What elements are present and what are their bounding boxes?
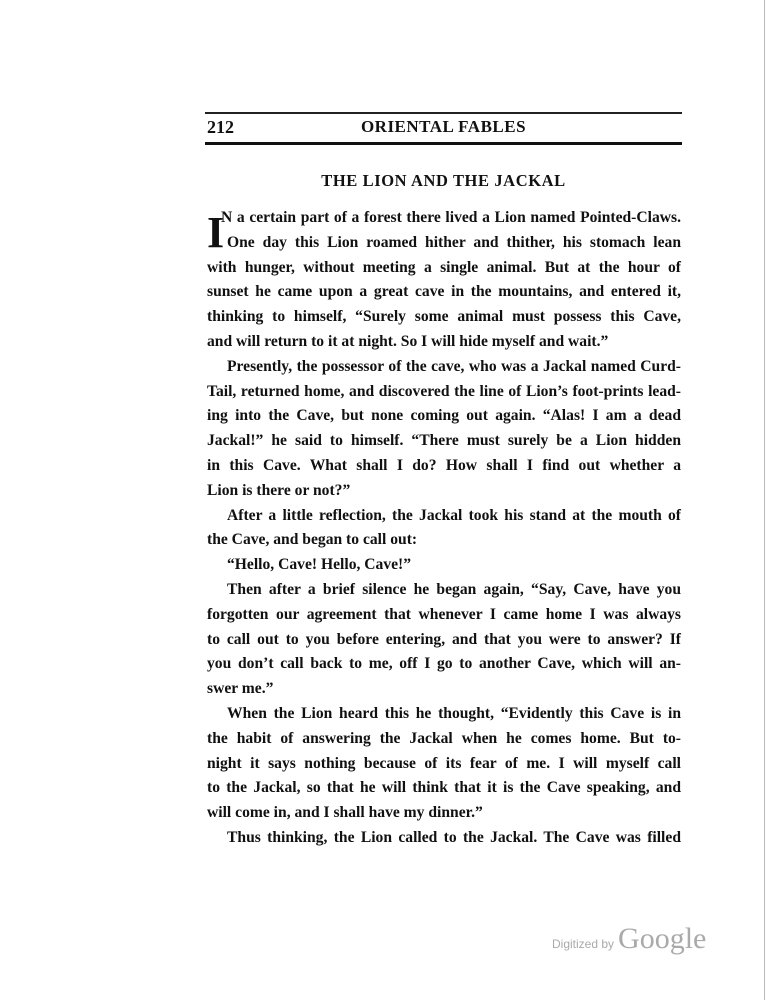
chapter-title: THE LION AND THE JACKAL — [321, 171, 566, 190]
text-line: Jackal!” he said to himself. “There must surely be a Lion hidden — [207, 432, 681, 450]
drop-cap: I — [207, 208, 225, 257]
text-line: night it says nothing because of its fear of me. I will myself call — [207, 754, 681, 772]
text-line: to the Jackal, so that he will think that it is the Cave speaking, and — [207, 779, 681, 797]
text-line: thinking to himself, “Surely some animal must possess this Cave, — [207, 308, 681, 326]
running-title: ORIENTAL FABLES — [360, 117, 527, 136]
watermark-brand: Google — [618, 922, 707, 955]
page-number: 212 — [207, 117, 234, 137]
header-rule-bottom — [205, 142, 682, 145]
google-watermark — [552, 922, 706, 956]
text-line: to call out to you before entering, and that you were to answer? If — [207, 630, 681, 648]
text-line: One day this Lion roamed hither and thither, his stomach lean — [227, 233, 681, 251]
text-line: When the Lion heard this he thought, “Evidently this Cave is in — [227, 704, 681, 722]
text-line: with hunger, without meeting a single animal. But at the hour of — [207, 258, 681, 276]
text-line: the Cave, and began to call out: — [207, 531, 418, 549]
text-line: forgotten our agreement that whenever I came home I was always — [207, 605, 681, 623]
text-line: Tail, returned home, and discovered the line of Lion’s foot-prints lead- — [207, 382, 681, 400]
text-line: will come in, and I shall have my dinner.” — [207, 804, 483, 822]
text-line: Thus thinking, the Lion called to the Jackal. The Cave was filled — [227, 828, 681, 846]
scan-edge — [764, 0, 765, 1000]
text-line: After a little reflection, the Jackal took his stand at the mouth of — [227, 506, 681, 524]
text-line: swer me.” — [207, 680, 274, 698]
text-line: Presently, the possessor of the cave, who was a Jackal named Curd- — [227, 357, 681, 375]
text-line: N a certain part of a forest there lived a Lion named Pointed-Claws. — [221, 209, 681, 226]
body-text — [207, 206, 681, 851]
text-line: and will return to it at night. So I will hide myself and wait.” — [207, 332, 609, 350]
watermark-prefix: Digitized by — [552, 937, 615, 951]
text-line: Then after a brief silence he began again, “Say, Cave, have you — [227, 580, 681, 598]
text-line: in this Cave. What shall I do? How shall I find out whether a — [207, 456, 681, 474]
text-line: the habit of answering the Jackal when he comes home. But to- — [207, 729, 681, 747]
text-line: ing into the Cave, but none coming out again. “Alas! I am a dead — [207, 407, 681, 425]
text-line: Lion is there or not?” — [207, 481, 351, 499]
text-line: you don’t call back to me, off I go to another Cave, which will an- — [207, 655, 681, 673]
header-rule-top — [205, 112, 682, 114]
text-line: “Hello, Cave! Hello, Cave!” — [227, 556, 412, 574]
text-line: sunset he came upon a great cave in the mountains, and entered it, — [207, 283, 681, 301]
